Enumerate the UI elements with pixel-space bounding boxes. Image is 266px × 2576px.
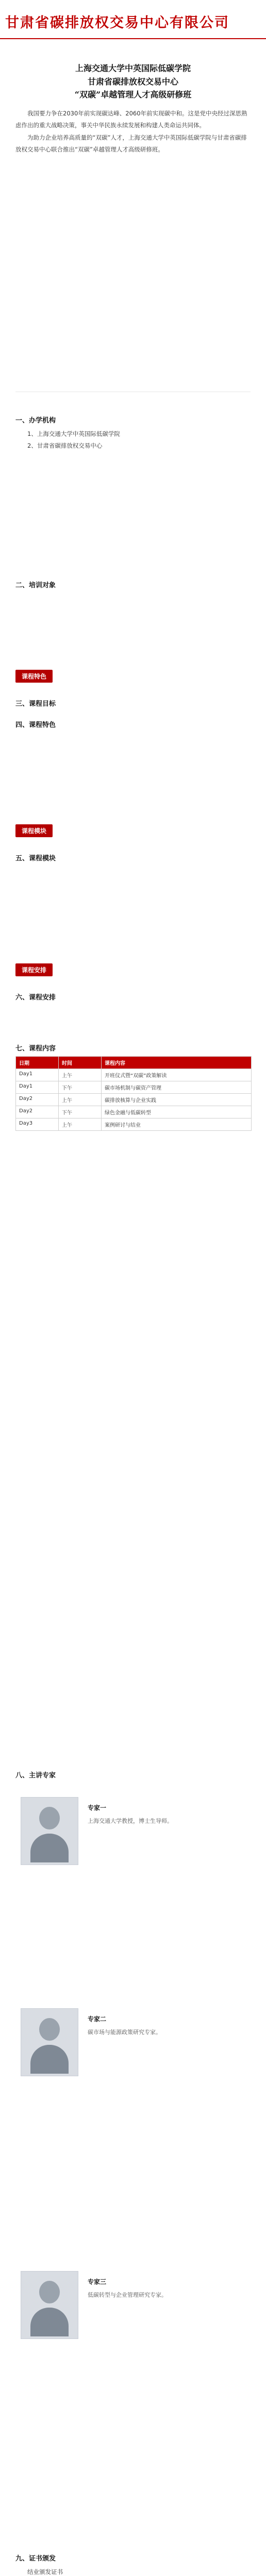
table-cell-date: Day2 xyxy=(19,1096,33,1101)
schedule-tag-row xyxy=(15,963,251,978)
certificate-note: 结业颁发证书 xyxy=(27,2568,63,2575)
table-cell-date: Day3 xyxy=(19,1121,33,1126)
modules-tag-row xyxy=(15,824,251,839)
expert-name: 专家三 xyxy=(88,2278,107,2285)
expert-card xyxy=(15,1788,251,1875)
top-banner xyxy=(0,0,266,39)
table-cell-time: 下午 xyxy=(58,1106,101,1118)
table-row xyxy=(16,1069,251,1081)
top-banner-title: 甘肃省碳排放权交易中心有限公司 xyxy=(5,15,229,31)
intro-title xyxy=(15,62,251,101)
header-time: 时间 xyxy=(58,1057,101,1069)
goals-heading: 三、课程目标 xyxy=(15,700,56,708)
schedule-heading: 六、课程安排 xyxy=(15,994,56,1002)
expert-desc: 上海交通大学教授，博士生导师。 xyxy=(88,1818,173,1824)
intro-paragraph-1: 我国要力争在2030年前实现碳达峰、2060年前实现碳中和。这是党中央经过深思熟虑作出的重大战略决策，事关中华民族永续发展和构建人类命运共同体。 xyxy=(15,109,247,129)
goals-section xyxy=(15,690,251,732)
intro-title-line-2: 甘肃省碳排放权交易中心 xyxy=(87,76,178,87)
schedule-section xyxy=(15,984,251,1056)
intro-section xyxy=(15,62,251,156)
table-cell-content: 绿色金融与低碳转型 xyxy=(101,1106,251,1118)
institution-2: 2、甘肃省碳排放权交易中心 xyxy=(27,442,103,450)
course-table xyxy=(15,1056,252,1131)
modules-section xyxy=(15,845,251,866)
institution-1: 1、上海交通大学中英国际低碳学院 xyxy=(27,430,120,437)
table-row xyxy=(16,1081,251,1093)
target-section xyxy=(15,572,251,593)
schedule-tag: 课程安排 xyxy=(15,963,53,976)
table-cell-content: 案例研讨与结业 xyxy=(101,1118,251,1130)
header-content: 课程内容 xyxy=(101,1057,251,1069)
experts-heading-block xyxy=(15,1762,251,1783)
table-cell-time: 上午 xyxy=(58,1118,101,1130)
table-cell-content: 开班仪式暨“双碳”政策解读 xyxy=(101,1069,251,1081)
certificate-heading: 九、证书颁发 xyxy=(15,2555,56,2563)
table-cell-date: Day1 xyxy=(19,1071,33,1077)
intro-title-line-1: 上海交通大学中英国际低碳学院 xyxy=(75,63,191,73)
modules-heading: 五、课程模块 xyxy=(15,855,56,862)
expert-card xyxy=(15,1999,251,2087)
intro-title-line-3: “双碳”卓越管理人才高级研修班 xyxy=(74,90,192,100)
features-heading: 四、课程特色 xyxy=(15,721,56,729)
features-tag: 课程特色 xyxy=(15,670,53,683)
table-cell-date: Day1 xyxy=(19,1083,33,1089)
table-row xyxy=(16,1118,251,1130)
expert-desc: 低碳转型与企业管理研究专家。 xyxy=(88,2292,167,2298)
table-title: 七、课程内容 xyxy=(15,1044,56,1053)
target-heading: 二、培训对象 xyxy=(15,582,56,589)
avatar xyxy=(21,1797,78,1865)
table-cell-time: 上午 xyxy=(58,1069,101,1081)
table-row xyxy=(16,1106,251,1118)
avatar xyxy=(21,2271,78,2339)
institutions-section xyxy=(15,407,251,452)
intro-paragraph-2: 为助力企业培养高质量的“双碳”人才，上海交通大学中英国际低碳学院与甘肃省碳排放权交易中心联合推出“双碳”卓越管理人才高级研修班。 xyxy=(15,133,247,154)
table-cell-time: 上午 xyxy=(58,1094,101,1106)
table-cell-date: Day2 xyxy=(19,1108,33,1114)
table-cell-time: 下午 xyxy=(58,1081,101,1093)
avatar xyxy=(21,2008,78,2076)
expert-name: 专家二 xyxy=(88,2015,107,2023)
expert-name: 专家一 xyxy=(88,1804,107,1811)
institutions-heading: 一、办学机构 xyxy=(15,417,56,425)
table-row xyxy=(16,1093,251,1106)
table-cell-content: 碳排放核算与企业实践 xyxy=(101,1094,251,1106)
experts-heading: 八、主讲专家 xyxy=(15,1772,56,1780)
table-cell-content: 碳市场机制与碳资产管理 xyxy=(101,1081,251,1093)
features-tag-row xyxy=(15,670,251,684)
course-table-header xyxy=(16,1057,251,1069)
certificate-heading-block xyxy=(15,2545,251,2576)
expert-card xyxy=(15,2262,251,2349)
expert-desc: 碳市场与能源政策研究专家。 xyxy=(88,2029,161,2036)
modules-tag: 课程模块 xyxy=(15,824,53,837)
header-date: 日期 xyxy=(19,1061,29,1066)
